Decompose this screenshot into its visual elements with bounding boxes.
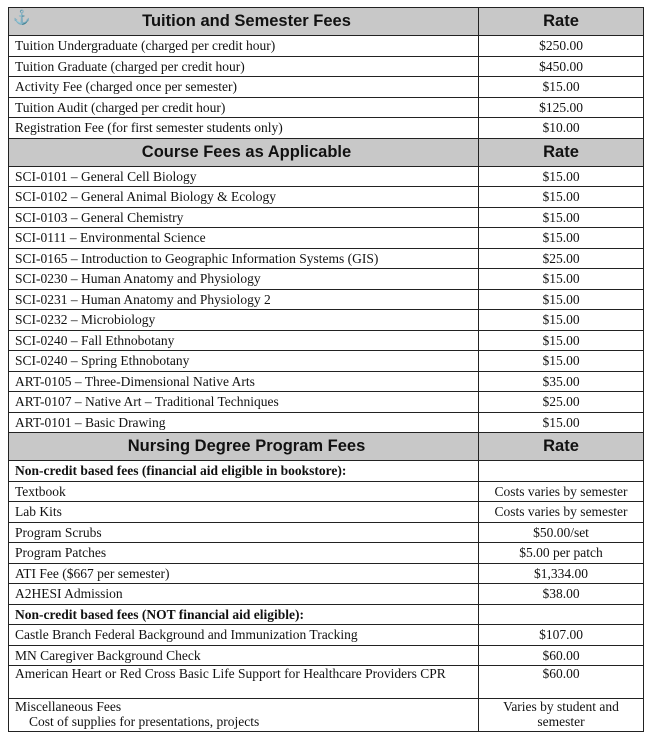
section-header-label: Course Fees as Applicable: [9, 138, 479, 166]
fee-row-misc: [9, 699, 644, 732]
fee-row-label: SCI-0230 – Human Anatomy and Physiology: [9, 269, 479, 290]
fee-row-label: SCI-0111 – Environmental Science: [9, 228, 479, 249]
fee-row-label: ART-0101 – Basic Drawing: [9, 412, 479, 433]
fee-row-label: ATI Fee ($667 per semester): [9, 563, 479, 584]
fee-row-label: Program Scrubs: [9, 522, 479, 543]
fee-row-label: A2HESI Admission: [9, 584, 479, 605]
fee-row-rate: $15.00: [479, 351, 644, 372]
fee-row: [9, 56, 644, 77]
fee-row-misc-rate: Varies by student and semester: [479, 699, 644, 732]
fee-row-rate: $107.00: [479, 625, 644, 646]
fee-row-rate: $25.00: [479, 248, 644, 269]
misc-label: Miscellaneous Fees: [15, 699, 122, 714]
fee-row: [9, 584, 644, 605]
fee-row: [9, 248, 644, 269]
fee-row-label: SCI-0102 – General Animal Biology & Ecology: [9, 187, 479, 208]
fee-row-label: SCI-0231 – Human Anatomy and Physiology 2: [9, 289, 479, 310]
section-header-rate: Rate: [479, 138, 644, 166]
fee-row-label: SCI-0240 – Fall Ethnobotany: [9, 330, 479, 351]
fee-row: [9, 522, 644, 543]
fee-row-rate: $15.00: [479, 228, 644, 249]
fee-row: [9, 666, 644, 699]
fee-row-rate: $25.00: [479, 392, 644, 413]
subsection-header: [9, 461, 644, 482]
subsection-header-rate: [479, 604, 644, 625]
section-header-label: Tuition and Semester Fees ⚓: [9, 8, 479, 36]
fee-row-rate: $15.00: [479, 77, 644, 98]
anchor-icon: ⚓: [13, 9, 31, 25]
fee-row-rate: $15.00: [479, 412, 644, 433]
fee-row: [9, 207, 644, 228]
fee-row-label: Lab Kits: [9, 502, 479, 523]
fee-row-rate: $15.00: [479, 166, 644, 187]
fee-row: [9, 625, 644, 646]
fee-row-rate: $35.00: [479, 371, 644, 392]
fee-row: [9, 166, 644, 187]
fee-row-rate: $5.00 per patch: [479, 543, 644, 564]
fee-row-label: Textbook: [9, 481, 479, 502]
fee-row-label: SCI-0101 – General Cell Biology: [9, 166, 479, 187]
fee-row-misc-label: [9, 699, 479, 732]
fee-row-rate: $38.00: [479, 584, 644, 605]
fee-row: [9, 269, 644, 290]
subsection-header-label: Non-credit based fees (financial aid eligible in bookstore):: [9, 461, 479, 482]
fee-row-label: Tuition Undergraduate (charged per credit hour): [9, 36, 479, 57]
fee-row: [9, 481, 644, 502]
section-header: [9, 138, 644, 166]
fee-row-rate: Costs varies by semester: [479, 481, 644, 502]
fees-table: [8, 7, 644, 732]
fee-row: [9, 392, 644, 413]
fee-row-label: Program Patches: [9, 543, 479, 564]
fee-row: [9, 118, 644, 139]
fee-row-rate: $125.00: [479, 97, 644, 118]
fee-row-label: ART-0105 – Three-Dimensional Native Arts: [9, 371, 479, 392]
fee-row: [9, 502, 644, 523]
fee-row-label: ART-0107 – Native Art – Traditional Techniques: [9, 392, 479, 413]
fee-row-rate: $15.00: [479, 187, 644, 208]
section-header: [9, 8, 644, 36]
fee-row: [9, 77, 644, 98]
fee-row-label: Activity Fee (charged once per semester): [9, 77, 479, 98]
fee-row-label: SCI-0232 – Microbiology: [9, 310, 479, 331]
section-header-label: Nursing Degree Program Fees: [9, 433, 479, 461]
subsection-header-label: Non-credit based fees (NOT financial aid eligible):: [9, 604, 479, 625]
fee-row-rate: $60.00: [479, 666, 644, 699]
fee-row-label: SCI-0165 – Introduction to Geographic Information Systems (GIS): [9, 248, 479, 269]
fee-row: [9, 187, 644, 208]
section-header-rate: Rate: [479, 8, 644, 36]
fee-row-rate: $15.00: [479, 289, 644, 310]
fee-row-label: MN Caregiver Background Check: [9, 645, 479, 666]
subsection-header: [9, 604, 644, 625]
section-header: [9, 433, 644, 461]
fee-row: [9, 371, 644, 392]
fee-row-label: Registration Fee (for first semester students only): [9, 118, 479, 139]
fee-row: [9, 310, 644, 331]
fee-row-label: Castle Branch Federal Background and Immunization Tracking: [9, 625, 479, 646]
fee-row-label: SCI-0103 – General Chemistry: [9, 207, 479, 228]
fee-row-rate: $15.00: [479, 269, 644, 290]
fee-row: [9, 36, 644, 57]
fee-row-label: Tuition Audit (charged per credit hour): [9, 97, 479, 118]
fee-row-rate: $450.00: [479, 56, 644, 77]
fee-row-rate: Costs varies by semester: [479, 502, 644, 523]
fee-row: [9, 351, 644, 372]
fee-row-label: American Heart or Red Cross Basic Life Support for Healthcare Providers CPR: [9, 666, 479, 699]
section-header-rate: Rate: [479, 433, 644, 461]
fee-row: [9, 412, 644, 433]
fee-row-rate: $60.00: [479, 645, 644, 666]
fee-row-label: SCI-0240 – Spring Ethnobotany: [9, 351, 479, 372]
fee-row: [9, 97, 644, 118]
fee-row-rate: $1,334.00: [479, 563, 644, 584]
fee-row-rate: $50.00/set: [479, 522, 644, 543]
fee-row-rate: $15.00: [479, 330, 644, 351]
misc-detail: Cost of supplies for presentations, projects: [29, 714, 260, 729]
fee-row: [9, 289, 644, 310]
fee-row-rate: $15.00: [479, 310, 644, 331]
fee-row-rate: $10.00: [479, 118, 644, 139]
subsection-header-rate: [479, 461, 644, 482]
fee-row: [9, 543, 644, 564]
fee-row: [9, 645, 644, 666]
fee-row: [9, 228, 644, 249]
fee-row-label: Tuition Graduate (charged per credit hour): [9, 56, 479, 77]
fee-row-rate: $15.00: [479, 207, 644, 228]
fee-row-rate: $250.00: [479, 36, 644, 57]
fee-row: [9, 330, 644, 351]
fee-row: [9, 563, 644, 584]
